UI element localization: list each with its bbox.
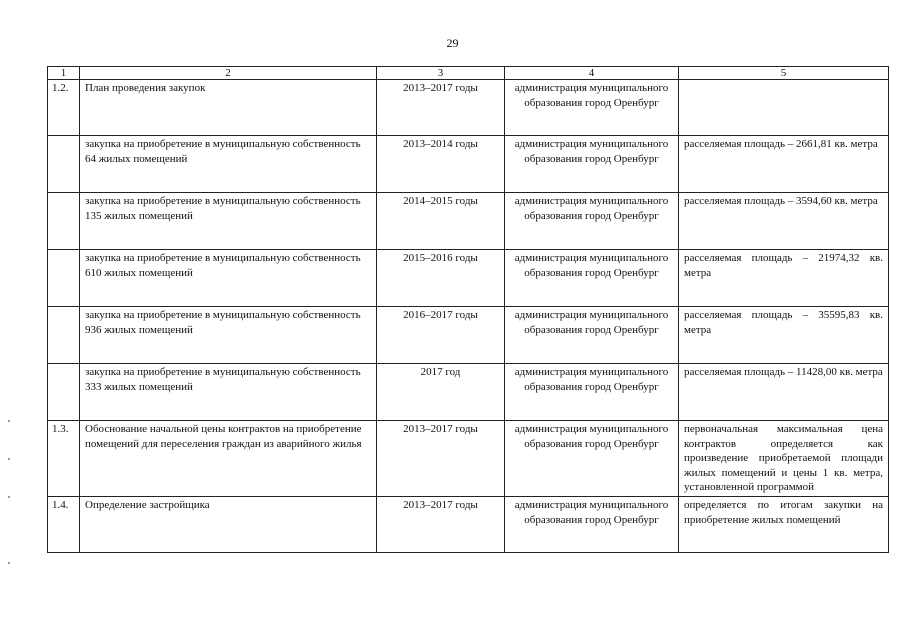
page-number: 29 <box>446 36 459 50</box>
item-executor: администрация муниципального образования город Оренбург <box>505 136 679 193</box>
item-name: Определение застройщика <box>80 496 377 552</box>
column-header: 1 <box>48 67 80 80</box>
item-period: 2017 год <box>377 364 505 421</box>
item-period: 2014–2015 годы <box>377 193 505 250</box>
item-result: расселяемая площадь – 3594,60 кв. метра <box>679 193 889 250</box>
item-number: 1.2. <box>48 80 80 136</box>
item-executor: администрация муниципального образования город Оренбург <box>505 307 679 364</box>
item-name: закупка на приобретение в муниципальную собственность 135 жилых помещений <box>80 193 377 250</box>
item-number <box>48 250 80 307</box>
item-executor: администрация муниципального образования город Оренбург <box>505 80 679 136</box>
item-number <box>48 193 80 250</box>
table-row <box>48 364 889 421</box>
item-number <box>48 364 80 421</box>
item-result: расселяемая площадь – 2661,81 кв. метра <box>679 136 889 193</box>
item-period: 2016–2017 годы <box>377 307 505 364</box>
item-executor: администрация муниципального образования город Оренбург <box>505 496 679 552</box>
item-executor: администрация муниципального образования город Оренбург <box>505 421 679 497</box>
table-row <box>48 307 889 364</box>
item-period: 2013–2017 годы <box>377 80 505 136</box>
column-header: 4 <box>505 67 679 80</box>
item-result: первоначальная максимальная цена контрактов определяется как произведение приобретаемой площади жилых помещений и цены 1 кв. метра, установленной программой <box>679 421 889 497</box>
item-name: План проведения закупок <box>80 80 377 136</box>
item-period: 2013–2014 годы <box>377 136 505 193</box>
column-header: 3 <box>377 67 505 80</box>
scan-margin-marks <box>8 420 12 570</box>
item-executor: администрация муниципального образования город Оренбург <box>505 193 679 250</box>
item-executor: администрация муниципального образования город Оренбург <box>505 250 679 307</box>
item-name: закупка на приобретение в муниципальную собственность 936 жилых помещений <box>80 307 377 364</box>
table-row <box>48 136 889 193</box>
column-number-row <box>48 67 889 80</box>
table-row <box>48 496 889 552</box>
item-name: Обоснование начальной цены контрактов на приобретение помещений для переселения граждан из аварийного жилья <box>80 421 377 497</box>
table-row <box>48 80 889 136</box>
item-name: закупка на приобретение в муниципальную собственность 610 жилых помещений <box>80 250 377 307</box>
item-period: 2013–2017 годы <box>377 496 505 552</box>
item-result <box>679 80 889 136</box>
item-period: 2015–2016 годы <box>377 250 505 307</box>
table-row <box>48 193 889 250</box>
item-period: 2013–2017 годы <box>377 421 505 497</box>
program-table <box>47 66 889 553</box>
item-result: расселяемая площадь – 11428,00 кв. метра <box>679 364 889 421</box>
item-name: закупка на приобретение в муниципальную собственность 333 жилых помещений <box>80 364 377 421</box>
item-name: закупка на приобретение в муниципальную собственность 64 жилых помещений <box>80 136 377 193</box>
column-header: 2 <box>80 67 377 80</box>
item-result: расселяемая площадь – 21974,32 кв. метра <box>679 250 889 307</box>
item-number <box>48 307 80 364</box>
table-row <box>48 421 889 497</box>
item-number <box>48 136 80 193</box>
item-executor: администрация муниципального образования город Оренбург <box>505 364 679 421</box>
item-number: 1.3. <box>48 421 80 497</box>
item-result: определяется по итогам закупки на приобретение жилых помещений <box>679 496 889 552</box>
column-header: 5 <box>679 67 889 80</box>
table-row <box>48 250 889 307</box>
item-number: 1.4. <box>48 496 80 552</box>
item-result: расселяемая площадь – 35595,83 кв. метра <box>679 307 889 364</box>
